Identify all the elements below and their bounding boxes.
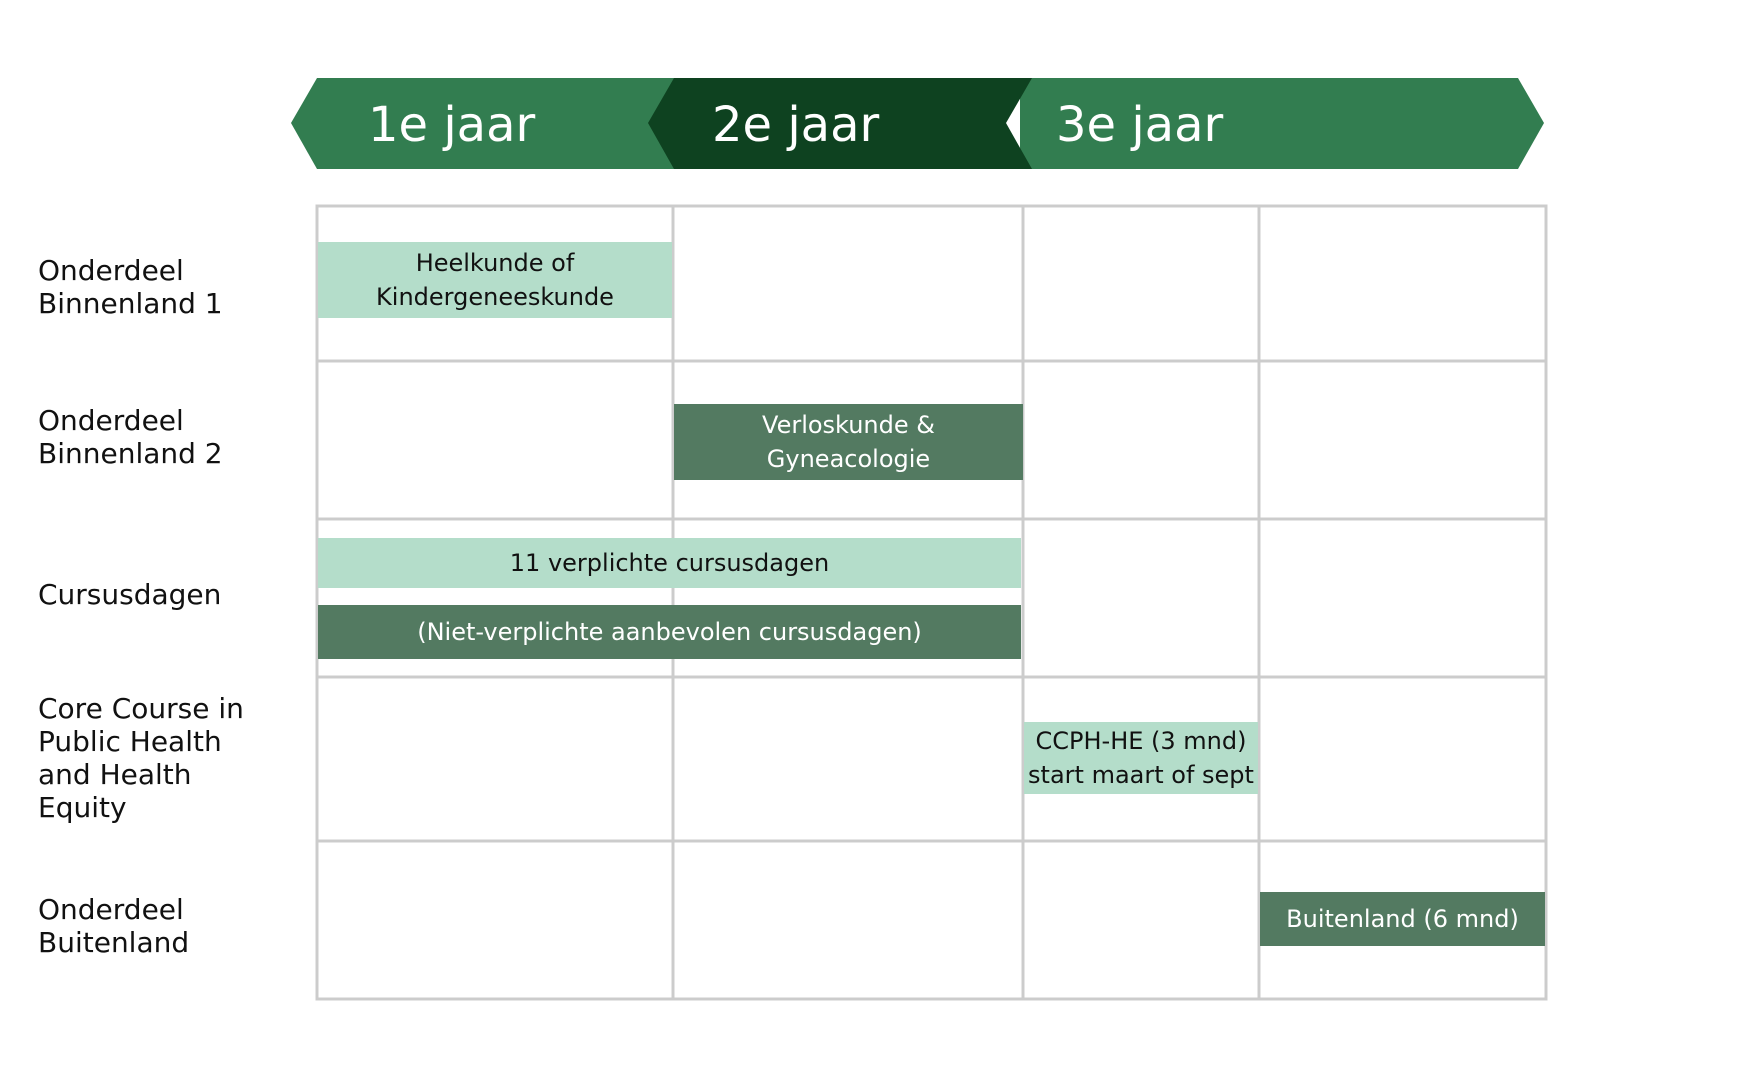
grid-border bbox=[317, 206, 1546, 999]
bar-verplichte-cursusdagen: 11 verplichte cursusdagen bbox=[318, 538, 1021, 588]
row-label-cursusdagen: Cursusdagen bbox=[38, 578, 222, 611]
bar-aanbevolen-cursusdagen: (Niet-verplichte aanbevolen cursusdagen) bbox=[318, 605, 1021, 659]
bar-verloskunde-gyneacologie: Verloskunde & Gyneacologie bbox=[674, 404, 1023, 480]
bar-buitenland: Buitenland (6 mnd) bbox=[1260, 892, 1545, 946]
row-label-buitenland: Onderdeel Buitenland bbox=[38, 893, 190, 959]
row-label-binnenland-2: Onderdeel Binnenland 2 bbox=[38, 404, 223, 470]
year-1-label: 1e jaar bbox=[368, 97, 536, 153]
bar-heelkunde-kindergeneeskunde: Heelkunde of Kindergeneeskunde bbox=[318, 242, 672, 318]
year-3-label: 3e jaar bbox=[1056, 97, 1224, 153]
row-label-core-course: Core Course in Public Health and Health Equity bbox=[38, 692, 244, 824]
year-2-label: 2e jaar bbox=[712, 97, 880, 153]
bar-ccph-he: CCPH-HE (3 mnd) start maart of sept bbox=[1024, 722, 1258, 794]
row-label-binnenland-1: Onderdeel Binnenland 1 bbox=[38, 254, 223, 320]
